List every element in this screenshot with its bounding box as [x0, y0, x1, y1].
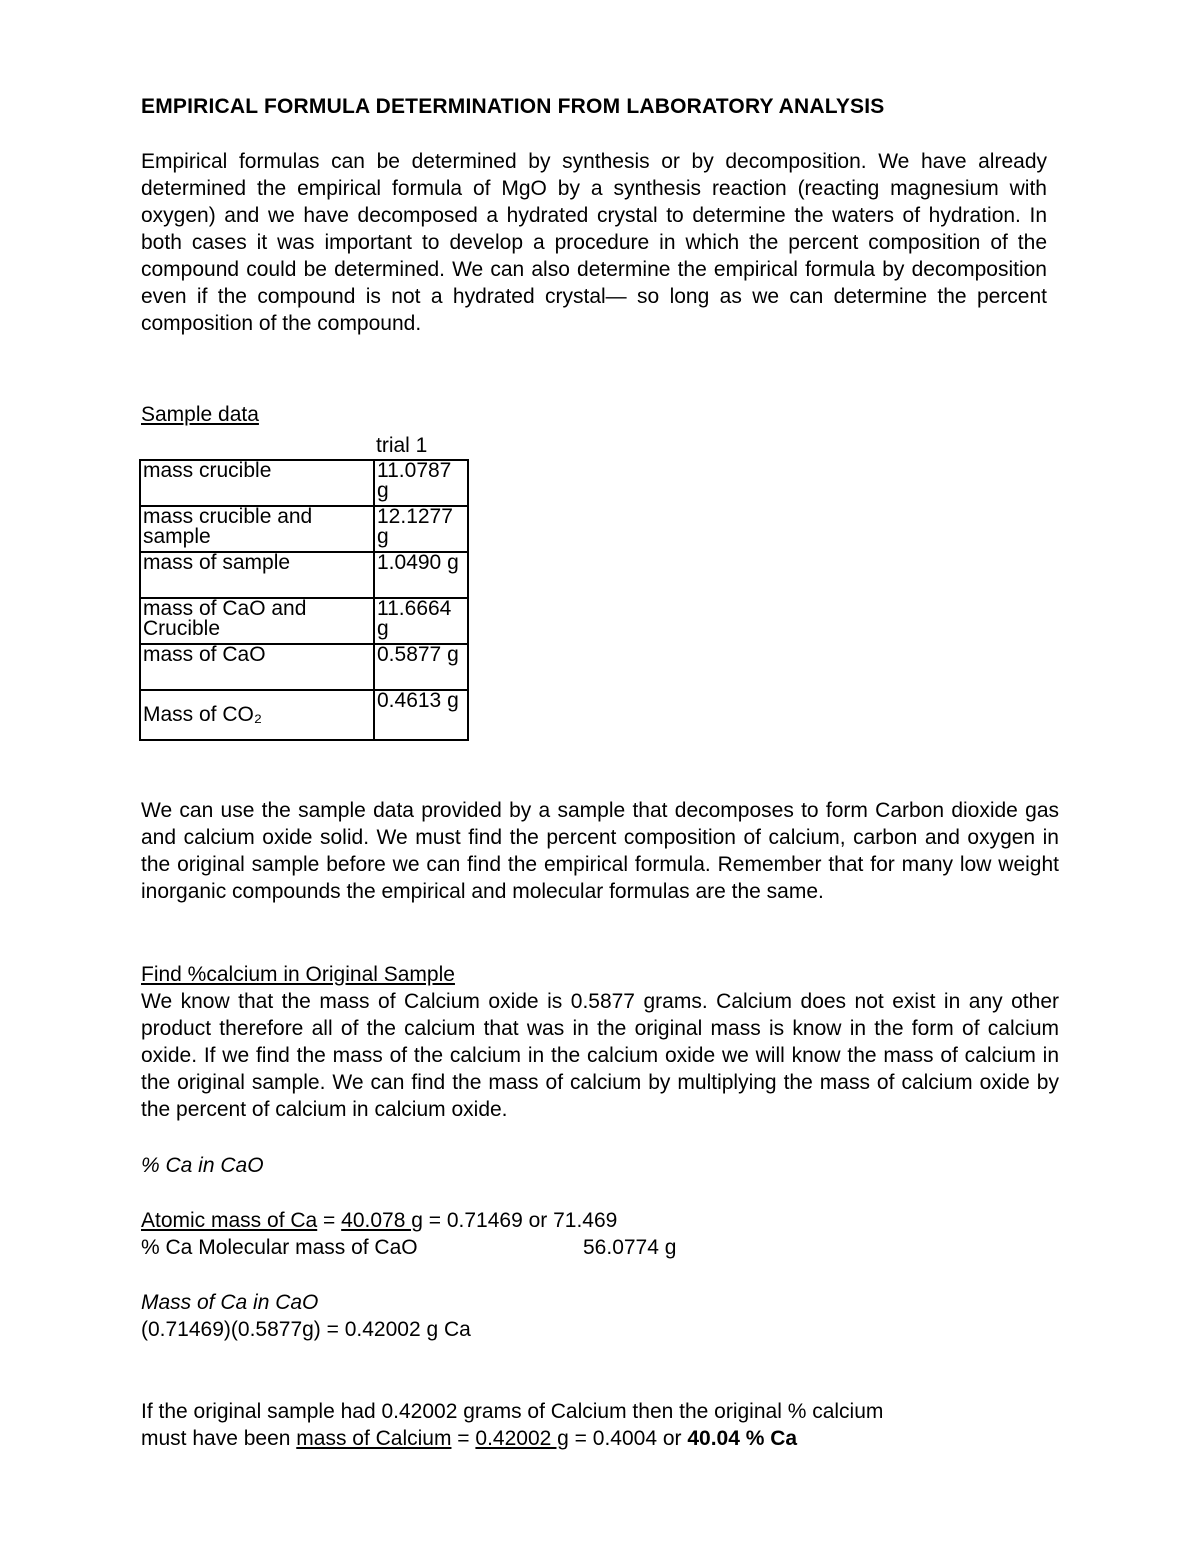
- final-line-1: If the original sample had 0.42002 grams of Calcium then the original % calcium: [141, 1400, 884, 1423]
- table-row: [140, 598, 468, 644]
- final-numerator-label: mass of Calcium: [296, 1427, 452, 1450]
- row-value: 0.5877 g: [374, 644, 468, 690]
- mass-ca-calculation: (0.71469)(0.5877g) = 0.42002 g Ca: [141, 1318, 471, 1341]
- final-result: = 0.4004 or: [568, 1427, 688, 1450]
- numerator-label: Atomic mass of Ca: [141, 1209, 318, 1232]
- final-numerator-value: 0.42002 g: [475, 1427, 569, 1450]
- intro-paragraph: Empirical formulas can be determined by synthesis or by decomposition. We have already determined the empirical formula of MgO by a synthesis reaction (reacting magnesium with oxygen) and we have decomposed a hydrated crystal to determine the waters of hydration. In both cases it was important to develop a procedure in which the percent composition of the compound could be determined. We can also determine the empirical formula by decomposition even if the compound is not a hydrated crystal— so long as we can determine the percent composition of the compound.: [141, 150, 1047, 335]
- denominator-prefix: % Ca: [141, 1236, 193, 1259]
- final-equals: =: [451, 1427, 476, 1450]
- calcium-explanation-paragraph: We know that the mass of Calcium oxide is 0.5877 grams. Calcium does not exist in any other product therefore all of the calcium that was in the original mass is know in the form of calcium oxide. If we find the mass of the calcium in the calcium oxide we will know the mass of calcium in the original sample. We can find the mass of calcium by multiplying the mass of calcium oxide by the percent of calcium in calcium oxide.: [141, 990, 1059, 1121]
- final-answer: 40.04 % Ca: [687, 1427, 798, 1450]
- decomposition-paragraph: We can use the sample data provided by a sample that decomposes to form Carbon dioxide gas and calcium oxide solid. We must find the percent composition of calcium, carbon and oxygen in the original sample before we can find the empirical formula. Remember that for many low weight inorganic compounds the empirical and molecular formulas are the same.: [141, 799, 1059, 903]
- row-label: Mass of CO₂: [140, 690, 374, 740]
- denominator-value: 56.0774 g: [583, 1236, 677, 1259]
- row-label: mass crucible and sample: [140, 506, 374, 552]
- row-value: 11.0787 g: [374, 460, 468, 506]
- denominator-label: Molecular mass of CaO: [198, 1236, 418, 1259]
- table-row: [140, 552, 468, 598]
- row-label: mass of sample: [140, 552, 374, 598]
- row-label: mass crucible: [140, 460, 374, 506]
- table-row: [140, 460, 468, 506]
- numerator-value: 40.078 g: [341, 1209, 423, 1232]
- sample-data-table: [139, 459, 469, 741]
- final-prefix: must have been: [141, 1427, 297, 1450]
- percent-result: = 0.71469 or 71.469: [422, 1209, 618, 1232]
- row-value: 12.1277 g: [374, 506, 468, 552]
- sample-data-heading: Sample data: [141, 403, 259, 426]
- table-column-header: trial 1: [376, 434, 428, 457]
- table-row: [140, 690, 468, 740]
- table-row: [140, 644, 468, 690]
- row-label: mass of CaO and Crucible: [140, 598, 374, 644]
- page-title: EMPIRICAL FORMULA DETERMINATION FROM LABORATORY ANALYSIS: [141, 95, 885, 118]
- row-value: 1.0490 g: [374, 552, 468, 598]
- row-label: mass of CaO: [140, 644, 374, 690]
- table-row: [140, 506, 468, 552]
- find-calcium-heading: Find %calcium in Original Sample: [141, 963, 455, 986]
- row-value: 11.6664 g: [374, 598, 468, 644]
- atomic-mass-equation: [141, 1207, 617, 1234]
- percent-ca-heading: % Ca in CaO: [141, 1154, 264, 1177]
- row-value: 0.4613 g: [374, 690, 468, 740]
- molecular-mass-line: [141, 1234, 418, 1261]
- equals-sign: =: [317, 1209, 342, 1232]
- final-line-2: [141, 1425, 797, 1452]
- mass-ca-heading: Mass of Ca in CaO: [141, 1291, 319, 1314]
